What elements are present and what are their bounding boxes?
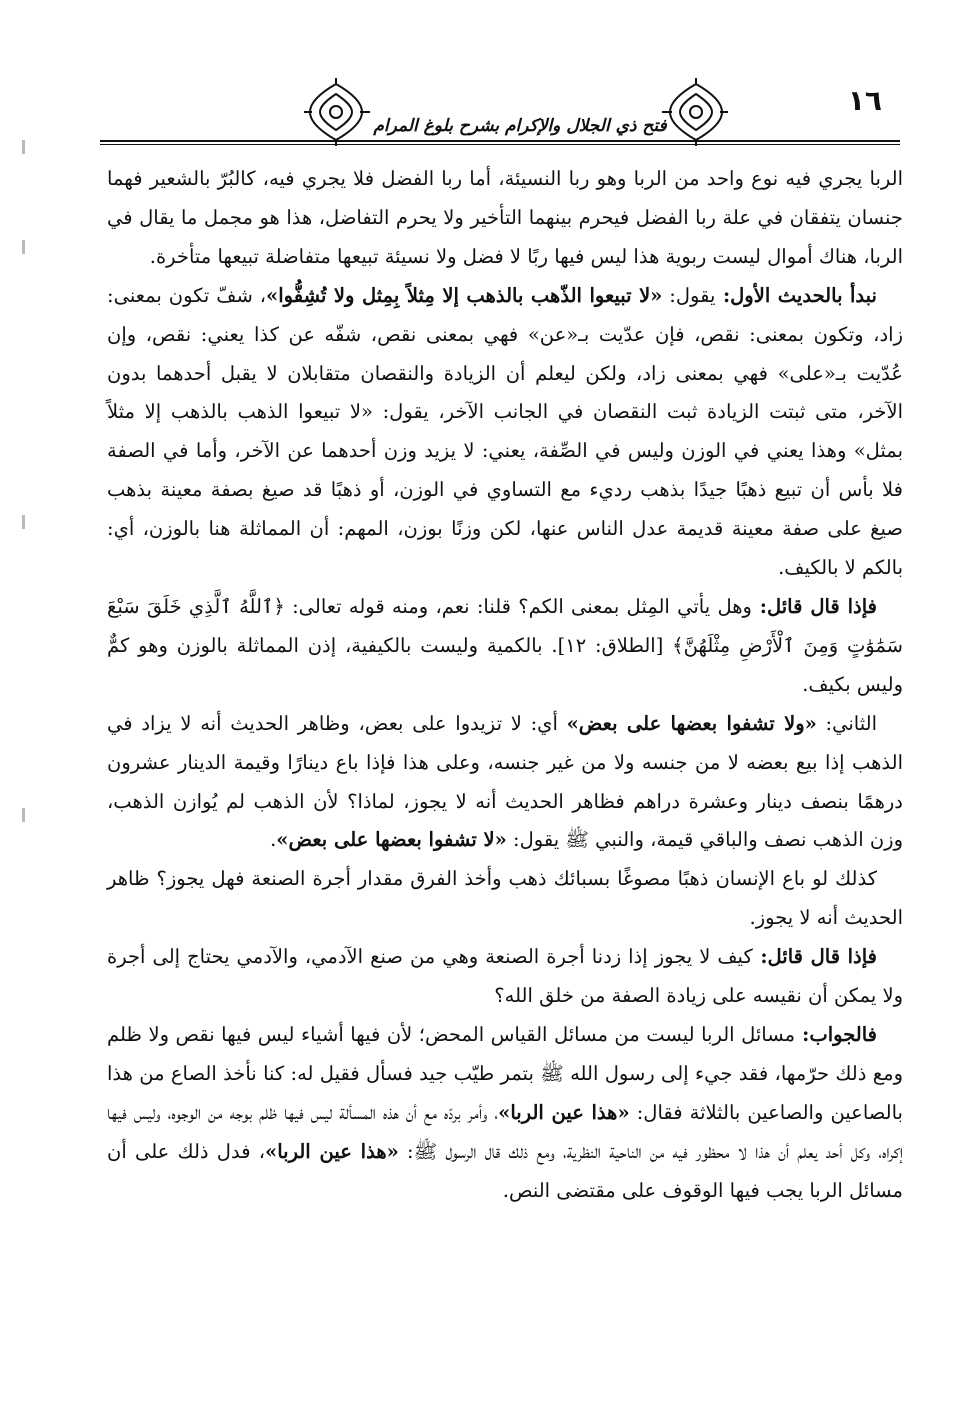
scan-mark bbox=[22, 808, 25, 822]
text-segment: ، فدل ذلك على أن مسائل الربا يجب فيها الوقوف على مقتضى النص. bbox=[107, 1139, 903, 1202]
paragraph bbox=[107, 277, 903, 588]
paragraph bbox=[107, 160, 903, 277]
page-body bbox=[107, 160, 903, 1210]
bold-text-segment: فإذا قال قائل: bbox=[752, 945, 877, 969]
bold-text-segment: فالجواب: bbox=[795, 1022, 877, 1046]
paragraph bbox=[107, 705, 903, 861]
text-segment: يقول: bbox=[662, 283, 716, 307]
page-number: ١٦ bbox=[847, 84, 882, 117]
text-segment: مسائل الربا ليست من مسائل القياس المحض؛ لأن فيها أشياء ليس فيها نقص ولا ظلم ومع ذلك حرّمها، فقد جيء إلى رسول الله ﷺ بتمر طيّب جيد فسأل فقيل له: كنا نأخذ الصاع من هذا بالصاعين والصاعين بالثلاثة فقال: bbox=[107, 1022, 903, 1124]
bold-text-segment: «لا تبيعوا الذّهب بالذهب إلا مِثلاً بِمِثل ولا تُشِفُّوا» bbox=[266, 283, 663, 307]
text-segment: الثاني: bbox=[816, 711, 877, 735]
text-segment: أي: لا تزيدوا على بعض، وظاهر الحديث أنه لا يزاد في الذهب إذا بيع بعضه لا من جنسه ولا من غير جنسه، وعلى هذا فإذا باع دينارًا وقيمة الدينار عشرون درهمًا بنصف دينار وعشرة دراهم فظاهر الحديث أنه لا يجوز، لماذا؟ لأن الذهب لم يُوازن الذهب، وزن الذهب نصف والباقي قيمة، والنبي ﷺ يقول: bbox=[107, 711, 903, 852]
page-header bbox=[100, 78, 900, 150]
scan-mark bbox=[22, 140, 25, 154]
bold-text-segment: «هذا عين الربا» bbox=[265, 1139, 399, 1163]
text-segment: كذلك لو باع الإنسان ذهبًا مصوغًا بسبائك ذهب وأخذ الفرق مقدار أجرة الصنعة فهل يجوز؟ ظاهر الحديث أنه لا يجوز. bbox=[107, 867, 903, 930]
text-segment: كيف لا يجوز إذا زدنا أجرة الصنعة وهي من صنع الآدمي، والآدمي يحتاج إلى أجرة ولا يمكن أن نقيسه على زيادة الصفة من خلق الله؟ bbox=[107, 945, 903, 1008]
paragraph bbox=[107, 938, 903, 1016]
text-segment: . bbox=[270, 828, 277, 852]
text-segment: وهل يأتي المِثل بمعنى الكم؟ قلنا: نعم، ومنه قوله تعالى: ﴿ٱللَّهُ ٱلَّذِي خَلَقَ سَبْعَ سَمَٰوَٰتٍ وَمِنَ ٱلْأَرْضِ مِثْلَهُنَّ﴾ [الطلاق: ١٢]. بالكمية وليست بالكيفية، إذن المماثلة بالوزن وهو كمٌّ وليس بكيف. bbox=[107, 594, 903, 696]
text-segment: ، شفّ تكون بمعنى: زاد، وتكون بمعنى: نقص، فإن عدّيت بـ«عن» فهي بمعنى نقص، شفّه عن كذا يعني: نقص، وإن عُدّيت بـ«على» فهي بمعنى زاد، ولكن ليعلم أن الزيادة والنقصان متقابلان لا يقبل أحدهما بدون الآخر، متى ثبتت الزيادة ثبت النقصان في الجانب الآخر، يقول: «لا تبيعوا الذهب بالذهب إلا مثلاً بمثل» وهذا يعني في الوزن وليس في الصِّفة، يعني: لا يزيد وزن أحدهما عن الآخر، وأما في الصفة فلا بأس أن تبيع ذهبًا جيدًا بذهب رديء مع التساوي في الوزن، أو ذهبًا قد صيغ بصفة معينة بذهب صيغ على صفة معينة قديمة عدل الناس عنها، لكن وزنًا بوزن، المهم: أن المماثلة هنا بالوزن، أي: بالكم لا بالكيف. bbox=[107, 283, 903, 580]
bold-text-segment: نبدأ بالحديث الأول: bbox=[715, 283, 877, 307]
header-rule bbox=[100, 140, 900, 145]
paragraph bbox=[107, 1016, 903, 1211]
bold-text-segment: «لا تشفوا بعضها على بعض» bbox=[276, 828, 507, 852]
paragraph bbox=[107, 860, 903, 938]
text-segment: الربا يجري فيه نوع واحد من الربا وهو ربا النسيئة، أما ربا الفضل فلا يجري فيه، كالبُرّ بالشعير فهما جنسان يتفقان في علة ربا الفضل فيحرم بينهما التأخير ولا يحرم التفاضل، هذا هو مجمل ما يقال في الربا، هناك أموال ليست ربوية هذا ليس فيها ربًا لا فضل ولا نسيئة تبيعها متفاضلة تبيعها متأخرة. bbox=[107, 167, 903, 268]
bold-text-segment: «ولا تشفوا بعضها على بعض» bbox=[566, 711, 817, 735]
bold-text-segment: فإذا قال قائل: bbox=[751, 594, 877, 618]
scan-mark bbox=[22, 515, 25, 529]
bold-text-segment: «هذا عين الربا» bbox=[498, 1100, 630, 1124]
paragraph bbox=[107, 588, 903, 705]
text-segment: ، وأمر بردّه مع أن هذه المسألة ليس فيها ظلم بوجه من الوجوه، وليس فيها إكراه، وكل أحد يعلم أن هذا لا محظور فيه من الناحية النظرية، ومع ذلك قال الرسول ﷺ: bbox=[107, 1100, 903, 1163]
header-ornament-right-icon bbox=[660, 78, 732, 146]
running-title: فتح ذي الجلال والإكرام بشرح بلوغ المرام bbox=[373, 116, 667, 136]
scan-mark bbox=[22, 240, 25, 254]
